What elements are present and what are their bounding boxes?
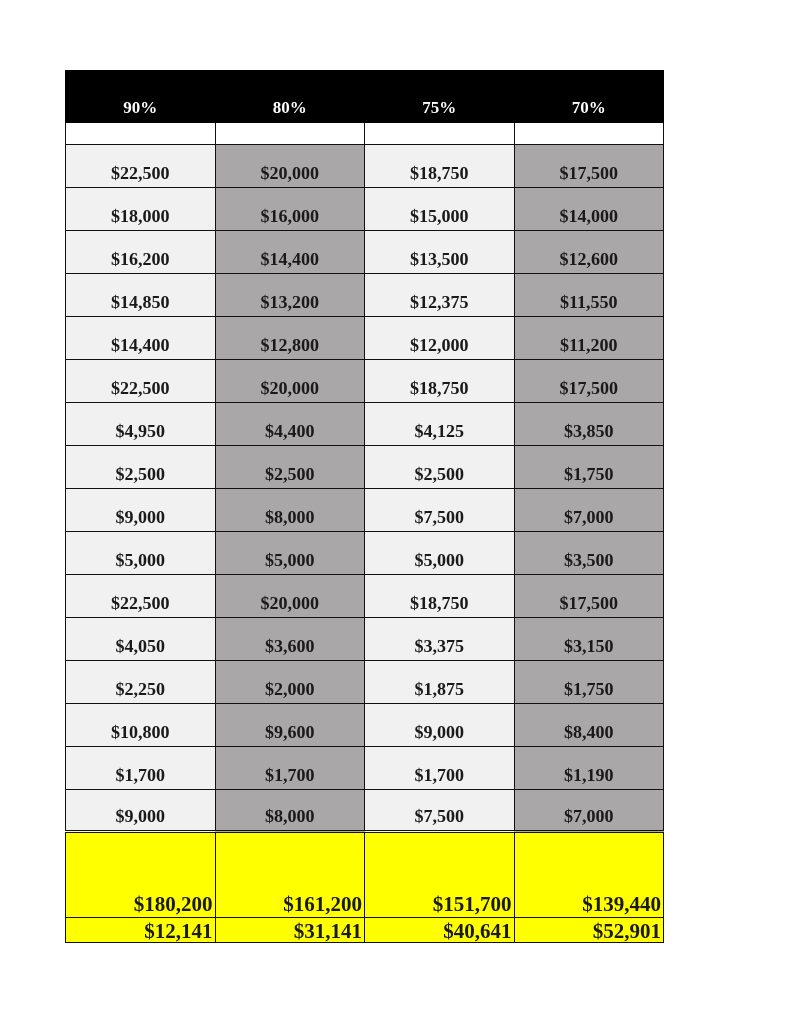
table-row: [66, 704, 664, 747]
header-row: [66, 71, 664, 123]
table-row: [66, 446, 664, 489]
difference-cell: $40,641: [365, 918, 515, 943]
difference-cell: $12,141: [66, 918, 216, 943]
difference-cell: $31,141: [215, 918, 365, 943]
blank-cell: [514, 123, 664, 145]
value-cell: $3,600: [215, 618, 365, 661]
value-cell: $8,000: [215, 790, 365, 832]
header-cell-70: 70%: [514, 71, 664, 123]
value-cell: $11,200: [514, 317, 664, 360]
value-cell: $11,550: [514, 274, 664, 317]
value-cell: $18,750: [365, 360, 515, 403]
value-cell: $12,600: [514, 231, 664, 274]
value-cell: $14,850: [66, 274, 216, 317]
value-cell: $16,000: [215, 188, 365, 231]
value-cell: $1,875: [365, 661, 515, 704]
total-cell: $180,200: [66, 832, 216, 918]
value-cell: $13,500: [365, 231, 515, 274]
table-row: [66, 618, 664, 661]
value-cell: $5,000: [215, 532, 365, 575]
value-cell: $4,125: [365, 403, 515, 446]
value-cell: $3,375: [365, 618, 515, 661]
value-cell: $9,000: [66, 489, 216, 532]
value-cell: $5,000: [66, 532, 216, 575]
value-cell: $20,000: [215, 575, 365, 618]
header-cell-75: 75%: [365, 71, 515, 123]
value-cell: $8,400: [514, 704, 664, 747]
value-cell: $17,500: [514, 575, 664, 618]
table-row: [66, 403, 664, 446]
value-cell: $1,700: [66, 747, 216, 790]
value-cell: $2,500: [215, 446, 365, 489]
blank-cell: [66, 123, 216, 145]
value-cell: $1,750: [514, 446, 664, 489]
value-cell: $7,500: [365, 790, 515, 832]
value-cell: $18,750: [365, 575, 515, 618]
table-row: [66, 231, 664, 274]
table-row: [66, 145, 664, 188]
value-cell: $14,400: [66, 317, 216, 360]
total-cell: $139,440: [514, 832, 664, 918]
difference-row: [66, 918, 664, 943]
value-cell: $22,500: [66, 360, 216, 403]
total-cell: $161,200: [215, 832, 365, 918]
value-cell: $12,375: [365, 274, 515, 317]
value-cell: $4,950: [66, 403, 216, 446]
table-row: [66, 790, 664, 832]
value-cell: $15,000: [365, 188, 515, 231]
spreadsheet-page: [65, 70, 664, 943]
value-cell: $22,500: [66, 145, 216, 188]
difference-cell: $52,901: [514, 918, 664, 943]
value-cell: $20,000: [215, 360, 365, 403]
table-row: [66, 317, 664, 360]
value-cell: $18,000: [66, 188, 216, 231]
value-cell: $2,500: [365, 446, 515, 489]
header-cell-90: 90%: [66, 71, 216, 123]
blank-cell: [215, 123, 365, 145]
value-cell: $20,000: [215, 145, 365, 188]
table-row: [66, 661, 664, 704]
value-cell: $7,500: [365, 489, 515, 532]
value-cell: $22,500: [66, 575, 216, 618]
value-cell: $8,000: [215, 489, 365, 532]
table-row: [66, 274, 664, 317]
value-cell: $1,750: [514, 661, 664, 704]
value-cell: $9,000: [66, 790, 216, 832]
value-cell: $13,200: [215, 274, 365, 317]
value-cell: $18,750: [365, 145, 515, 188]
totals-row: [66, 832, 664, 918]
blank-row: [66, 123, 664, 145]
value-cell: $12,000: [365, 317, 515, 360]
value-cell: $3,850: [514, 403, 664, 446]
header-cell-80: 80%: [215, 71, 365, 123]
value-cell: $2,500: [66, 446, 216, 489]
value-cell: $3,150: [514, 618, 664, 661]
total-cell: $151,700: [365, 832, 515, 918]
value-cell: $14,000: [514, 188, 664, 231]
percentage-table: [65, 70, 664, 943]
value-cell: $12,800: [215, 317, 365, 360]
value-cell: $1,700: [215, 747, 365, 790]
value-cell: $17,500: [514, 145, 664, 188]
table-row: [66, 747, 664, 790]
value-cell: $7,000: [514, 489, 664, 532]
value-cell: $14,400: [215, 231, 365, 274]
table-row: [66, 360, 664, 403]
value-cell: $16,200: [66, 231, 216, 274]
value-cell: $3,500: [514, 532, 664, 575]
table-row: [66, 188, 664, 231]
value-cell: $17,500: [514, 360, 664, 403]
blank-cell: [365, 123, 515, 145]
value-cell: $4,050: [66, 618, 216, 661]
value-cell: $2,000: [215, 661, 365, 704]
value-cell: $9,600: [215, 704, 365, 747]
value-cell: $1,190: [514, 747, 664, 790]
value-cell: $5,000: [365, 532, 515, 575]
value-cell: $10,800: [66, 704, 216, 747]
value-cell: $9,000: [365, 704, 515, 747]
table-row: [66, 575, 664, 618]
value-cell: $4,400: [215, 403, 365, 446]
value-cell: $2,250: [66, 661, 216, 704]
table-row: [66, 489, 664, 532]
value-cell: $1,700: [365, 747, 515, 790]
value-cell: $7,000: [514, 790, 664, 832]
table-row: [66, 532, 664, 575]
